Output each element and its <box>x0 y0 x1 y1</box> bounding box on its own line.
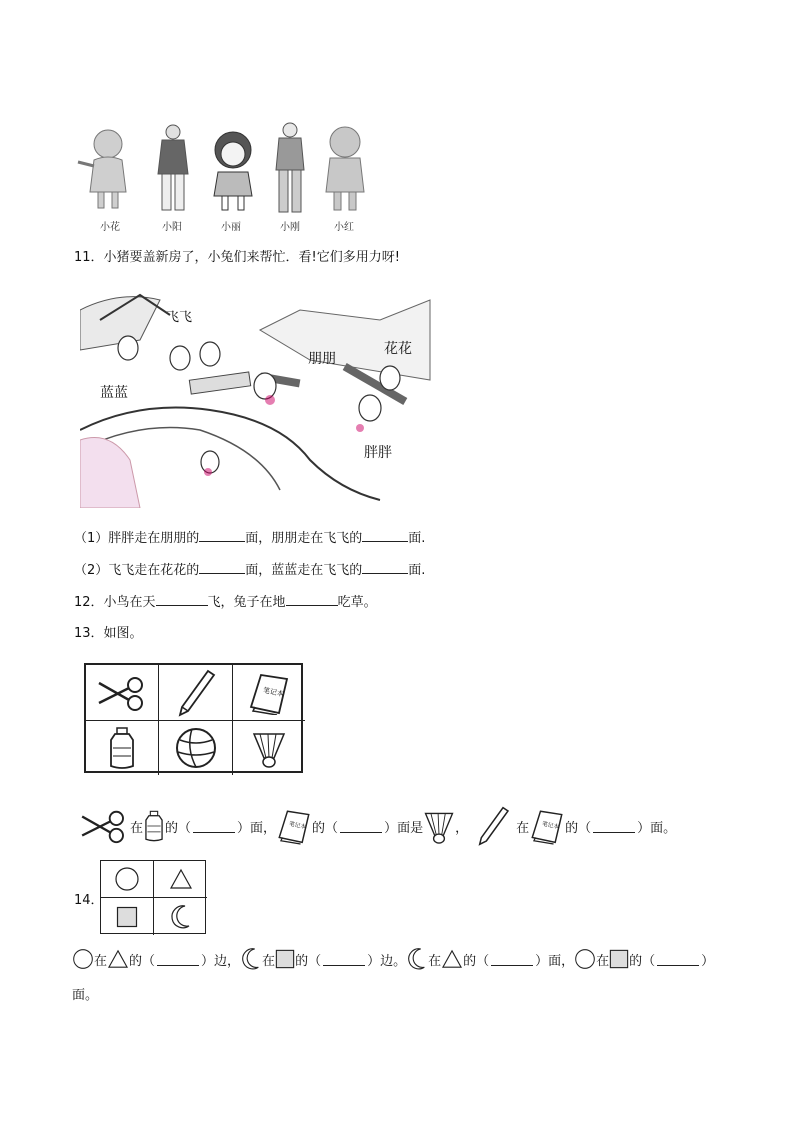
q14-text-zai1: 在 <box>94 953 108 969</box>
q13-text-zai: 在 <box>130 820 144 836</box>
circle-icon <box>574 948 596 970</box>
q11-sub1-text-b: 面，朋朋走在飞飞的 <box>245 531 363 546</box>
crescent-moon-icon <box>240 947 262 971</box>
ball-icon <box>174 726 218 770</box>
grid-cell-circle <box>101 861 154 898</box>
rabbits-scene-illustration <box>80 290 432 508</box>
q14-shape-grid <box>100 860 206 934</box>
notebook-icon <box>529 807 565 845</box>
pencil-icon <box>476 806 510 846</box>
children-illustration <box>70 122 380 218</box>
q14-text-mian3: ）面， <box>535 953 575 969</box>
scene-label-pengpeng: 朋朋 <box>308 351 336 367</box>
square-icon <box>116 906 138 928</box>
circle-icon <box>114 866 140 892</box>
answer-blank[interactable] <box>193 820 235 833</box>
q13-text-comma: ， <box>455 820 469 836</box>
grid-cell-square <box>101 898 154 935</box>
answer-blank[interactable] <box>362 561 408 574</box>
notebook-cover-text: 笔记本 <box>541 821 560 831</box>
answer-blank[interactable] <box>156 593 208 606</box>
answer-blank[interactable] <box>199 529 245 542</box>
q14-line2: 面。 <box>72 988 99 1003</box>
pencil-icon <box>176 669 216 717</box>
triangle-icon <box>107 949 129 969</box>
bottle-icon <box>107 726 137 770</box>
notebook-cover-text: 笔记本 <box>262 685 285 698</box>
grid-cell-shuttlecock <box>233 721 305 775</box>
q13-text-zai2: 在 <box>516 820 530 836</box>
square-icon <box>609 949 629 969</box>
scene-label-feifei: 飞飞 <box>166 310 193 325</box>
child-name-5: 小红 <box>334 222 354 233</box>
bottle-icon <box>143 808 165 844</box>
q14-text-de2: 的（ <box>295 953 322 969</box>
answer-blank[interactable] <box>340 820 382 833</box>
answer-blank[interactable] <box>199 561 245 574</box>
scene-label-huahua: 花花 <box>384 341 412 357</box>
q11-sub2 <box>74 561 425 580</box>
child-name-3: 小丽 <box>221 222 241 233</box>
q14-text-de1: 的（ <box>129 953 156 969</box>
scene-label-pangpang: 胖胖 <box>364 445 392 461</box>
child-name-1: 小花 <box>100 222 120 233</box>
q11-sub1 <box>74 529 425 548</box>
q14-text-de3: 的（ <box>463 953 490 969</box>
grid-cell-pencil <box>159 665 233 721</box>
scissors-icon <box>78 807 130 845</box>
q13-object-grid <box>84 663 303 773</box>
notebook-icon <box>276 807 312 845</box>
q14-text-zai2: 在 <box>262 953 276 969</box>
grid-cell-bottle <box>86 721 159 775</box>
square-icon <box>275 949 295 969</box>
children-figure <box>70 122 380 232</box>
q12 <box>74 593 377 612</box>
answer-blank[interactable] <box>657 953 699 966</box>
grid-cell-moon <box>154 898 207 935</box>
q13-sentence <box>78 804 676 848</box>
q14-text-bian1: ）边， <box>201 953 241 969</box>
q14-number: 14． <box>74 893 104 908</box>
answer-blank[interactable] <box>323 953 365 966</box>
scene-label-lanlan: 蓝蓝 <box>100 385 128 401</box>
q13-text-de3: 的（ <box>565 820 592 836</box>
answer-blank[interactable] <box>491 953 533 966</box>
q14-text-zai4: 在 <box>596 953 610 969</box>
triangle-icon <box>169 868 193 890</box>
answer-blank[interactable] <box>362 529 408 542</box>
q13-text-de1: 的（ <box>165 820 192 836</box>
q12-text-a: 12．小鸟在天 <box>74 595 156 610</box>
child-name-2: 小阳 <box>162 222 182 233</box>
q11-sub2-text-a: （2）飞飞走在花花的 <box>74 563 200 578</box>
crescent-moon-icon <box>169 904 193 930</box>
q13-text-de2: 的（ <box>312 820 339 836</box>
crescent-moon-icon <box>406 947 428 971</box>
q11-scene <box>80 290 432 508</box>
shuttlecock-icon <box>423 808 455 844</box>
grid-cell-notebook <box>233 665 305 721</box>
q12-text-c: 吃草。 <box>337 595 377 610</box>
q14-text-de4: 的（ <box>629 953 656 969</box>
q13-text-mianshi: ）面是 <box>384 820 424 836</box>
grid-cell-scissors <box>86 665 159 721</box>
q11-sub1-text-a: （1）胖胖走在朋朋的 <box>74 531 200 546</box>
q11-sub2-text-c: 面. <box>408 563 426 578</box>
shuttlecock-icon <box>252 728 286 768</box>
q14-text-zai3: 在 <box>428 953 442 969</box>
q14-text-bian2: ）边。 <box>367 953 407 969</box>
q13-stem: 13．如图。 <box>74 626 143 641</box>
answer-blank[interactable] <box>286 593 338 606</box>
grid-cell-triangle <box>154 861 207 898</box>
circle-icon <box>72 948 94 970</box>
triangle-icon <box>441 949 463 969</box>
answer-blank[interactable] <box>593 820 635 833</box>
scissors-icon <box>95 673 149 713</box>
q14-line1 <box>72 945 714 973</box>
notebook-cover-text: 笔记本 <box>288 821 307 831</box>
q13-text-mian1: ）面， <box>237 820 277 836</box>
child-name-4: 小刚 <box>280 222 300 233</box>
q11-sub2-text-b: 面，蓝蓝走在飞飞的 <box>245 563 363 578</box>
notebook-icon <box>247 671 291 715</box>
answer-blank[interactable] <box>157 953 199 966</box>
q11-sub1-text-c: 面. <box>408 531 426 546</box>
q14-text-close: ） <box>701 953 715 969</box>
q11-stem: 11．小猪要盖新房了，小兔们来帮忙．看!它们多用力呀! <box>74 250 400 265</box>
grid-cell-ball <box>159 721 233 775</box>
q13-text-mian3: ）面。 <box>637 820 677 836</box>
q12-text-b: 飞，兔子在地 <box>207 595 286 610</box>
